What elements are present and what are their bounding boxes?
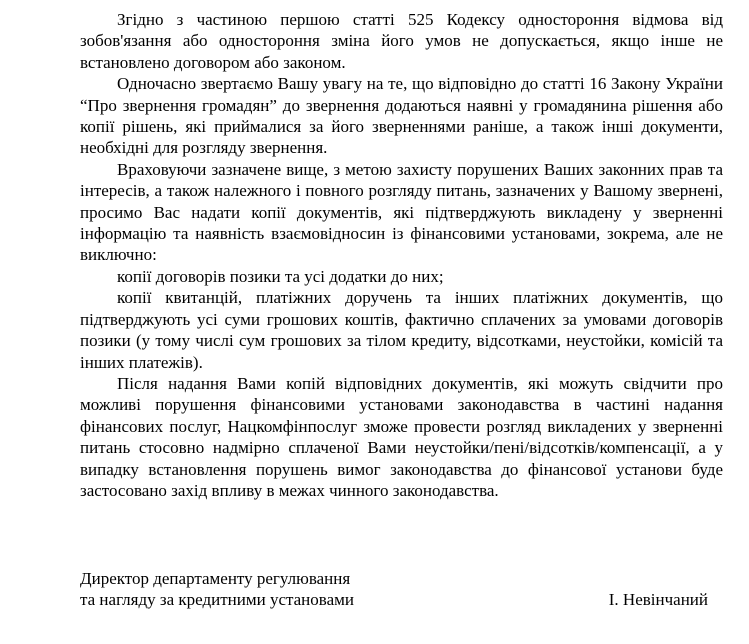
list-item-payment-documents: копії квитанцій, платіжних доручень та інших платіжних документів, що підтверджують усі суми грошових коштів, фактично сплачених за умовами договорів позики (у тому числі сум грошових за тілом кредиту, відсотками, неустойки, комісій та інших платежів).	[80, 288, 723, 372]
paragraph-contract-code: Згідно з частиною першою статті 525 Кодексу одностороння відмова від зобов'язання або одностороння зміна його умов не допускається, якщо інше не встановлено договором або законом.	[80, 10, 723, 72]
paragraph-law-reference: Одночасно звертаємо Вашу увагу на те, що відповідно до статті 16 Закону України “Про звернення громадян” до звернення додаються наявні у громадянина рішення або копії рішень, які приймалися за його зверненнями раніше, а також інші документи, необхідні для розгляду звернення.	[80, 74, 723, 158]
signature-block	[80, 568, 723, 610]
letter-body	[80, 9, 723, 501]
list-item-loan-agreements: копії договорів позики та усі додатки до них;	[117, 266, 444, 286]
signatory-title-line-2: та нагляду за кредитними установами	[80, 590, 354, 609]
signatory-name: І. Невінчаний	[608, 590, 708, 609]
paragraph-closing: Після надання Вами копій відповідних документів, які можуть свідчити про можливі порушення фінансовими установами законодавства в частині надання фінансових послуг, Нацкомфінпослуг зможе провести розгляд викладених у зверненні питань стосовно надмірно сплаченої Вами неустойки/пені/відсотків/компенсації, а у випадку встановлення порушень вимог законодавства до фінансової установи буде застосовано захід впливу в межах чинного законодавства.	[80, 373, 723, 500]
paragraph-request: Враховуючи зазначене вище, з метою захисту порушених Ваших законних прав та інтересів, а також належного і повного розгляду питань, зазначених у Вашому звернені, просимо Вас надати копії документів, які підтверджують викладену у зверненні інформацію та наявність взаємовідносин із фінансовими установами, зокрема, але не виключно:	[80, 159, 723, 265]
signatory-title-line-1: Директор департаменту регулювання	[80, 569, 351, 588]
